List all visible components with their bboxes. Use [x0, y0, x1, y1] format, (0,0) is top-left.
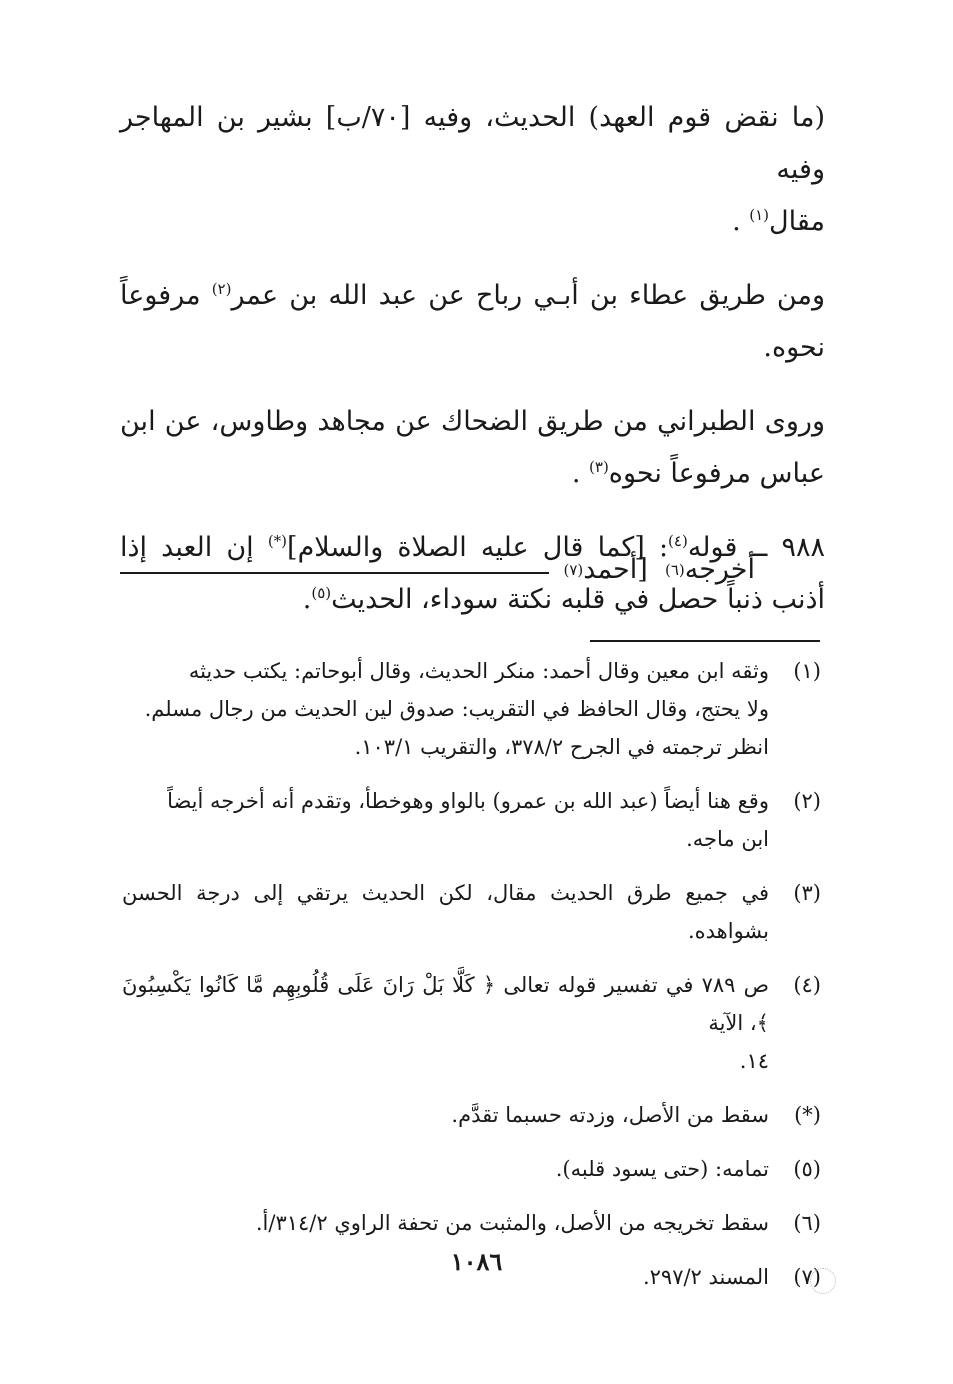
footnote-line: سقط من الأصل، وزدته حسبما تقدَّم.	[451, 1103, 769, 1127]
footnote-line: سقط تخريجه من الأصل، والمثبت من تحفة الراوي ٣١٤/٢/أ.	[255, 1211, 769, 1235]
footnote-text	[122, 966, 769, 1080]
footnote-text	[122, 652, 769, 766]
footnote-ref: (١)	[749, 206, 770, 224]
text-fragment: أخرجه	[684, 554, 755, 585]
footnote-line: انظر ترجمته في الجرح ٣٧٨/٢، والتقريب ١٠٣/١.	[354, 735, 769, 759]
footnote-line: وثقه ابن معين وقال أحمد: منكر الحديث، وقال أبوحاتم: يكتب حديثه	[188, 659, 769, 683]
footnote-5	[122, 1150, 821, 1188]
footnote-4	[122, 966, 821, 1080]
text-fragment: ٩٨٨ ــ قوله	[687, 532, 825, 563]
text-fragment: [أحمد	[583, 554, 648, 585]
text-line: مقال	[769, 206, 825, 237]
footnote-number: (١)	[793, 659, 821, 683]
footnote-text	[122, 1096, 769, 1134]
footnote-number: (٦)	[793, 1211, 821, 1235]
footnote-ref: (٣)	[589, 458, 609, 476]
takhrij-line: أخرجه (٦) [أحمد (٧)	[120, 544, 755, 596]
footnote-number: (٣)	[793, 881, 821, 905]
footnote-separator	[590, 640, 820, 642]
paragraph-2	[120, 270, 825, 374]
text-line: (ما نقض قوم العهد) الحديث، وفيه [٧٠/ب] بشير بن المهاجر وفيه	[120, 102, 825, 185]
paragraph-1	[120, 92, 825, 248]
text-fragment: .	[732, 206, 741, 237]
footnote-line: في جميع طرق الحديث مقال، لكن الحديث يرتقي إلى درجة الحسن بشواهده.	[122, 881, 769, 943]
footnote-number: (*)	[794, 1103, 821, 1127]
library-stamp-mark	[810, 1268, 836, 1294]
footnote-3	[122, 874, 821, 950]
footnote-number: (٧)	[793, 1265, 821, 1289]
page-number: ١٠٨٦	[450, 1247, 503, 1276]
footnote-line: ابن ماجه.	[686, 827, 769, 851]
footnote-number: (٤)	[793, 973, 821, 997]
footnote-text	[122, 782, 769, 858]
footnote-line: تمامه: (حتى يسود قلبه).	[555, 1157, 769, 1181]
text-fragment: .	[571, 458, 581, 489]
footnote-line: المسند ٢٩٧/٢.	[642, 1265, 769, 1289]
text-fragment: وروى الطبراني من طريق الضحاك عن مجاهد وطاوس، عن ابن عباس مرفوعاً نحوه	[120, 406, 825, 489]
text-fragment: إن العبد إذا أذنب ذنباً حصل في قلبه نكتة سوداء، الحديث	[120, 532, 825, 615]
footnote-line: ص ٧٨٩ في تفسير قوله تعالى ﴿ كَلَّا بَلْ رَانَ عَلَى قُلُوبِهِم مَّا كَانُوا يَكْسِبُونَ ﴾، الآية	[122, 973, 769, 1035]
text-fragment: مرفوعاً نحوه.	[120, 280, 825, 363]
footnote-1	[122, 652, 821, 766]
footnote-text	[122, 874, 769, 950]
footnote-text	[122, 1150, 769, 1188]
footnote-number: (٢)	[793, 789, 821, 813]
footnotes	[122, 652, 821, 1312]
footnote-ref: (٤)	[668, 532, 688, 550]
footnote-line: ولا يحتج، وقال الحافظ في التقريب: صدوق لين الحديث من رجال مسلم.	[144, 697, 769, 721]
footnote-6	[122, 1204, 821, 1242]
footnote-line: ١٤.	[739, 1049, 769, 1073]
footnote-ref: (*)	[267, 532, 288, 550]
footnote-2	[122, 782, 821, 858]
paragraph-3	[120, 396, 825, 500]
takhrij-rule	[120, 572, 549, 574]
footnote-number: (٥)	[793, 1157, 821, 1181]
text-fragment: ومن طريق عطاء بن أبـي رباح عن عبد الله بن عمر	[231, 280, 825, 311]
footnote-ref: (٥)	[311, 584, 332, 602]
footnote-text	[122, 1204, 769, 1242]
text-fragment: .	[302, 584, 312, 615]
footnote-ref: (٢)	[211, 280, 232, 298]
text-fragment: : [كما قال عليه الصلاة والسلام]	[287, 532, 669, 563]
footnote-line: وقع هنا أيضاً (عبد الله بن عمرو) بالواو وهوخطأ، وتقدم أنه أخرجه أيضاً	[167, 789, 769, 813]
footnote-star	[122, 1096, 821, 1134]
